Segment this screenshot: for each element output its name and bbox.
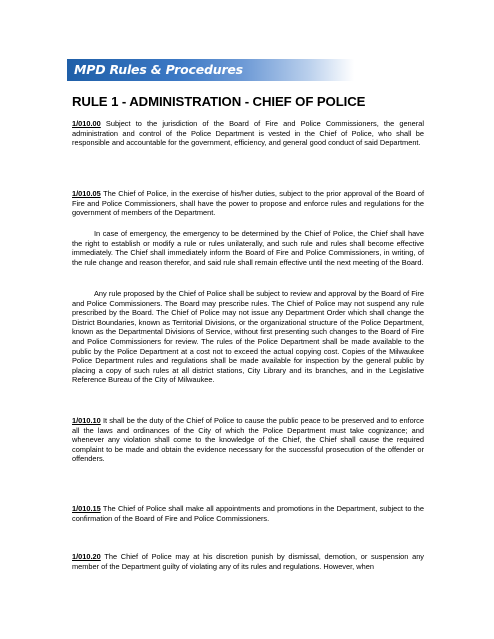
section-1-010-00	[72, 119, 424, 148]
section-number: 1/010.05	[72, 189, 101, 198]
section-number: 1/010.00	[72, 119, 101, 128]
paragraph-rule-review	[72, 289, 424, 385]
section-text: It shall be the duty of the Chief of Police to cause the public peace to be preserved and to enforce all the laws and ordinances of the City of which the Police Department must take cognizance; and whenever any violation shall come to the knowledge of the Chief, the Chief shall cause the required complaint to be made and obtain the evidence necessary for the successful prosecution of the offender or offenders.	[72, 416, 424, 464]
section-1-010-10	[72, 416, 424, 464]
header-banner	[67, 59, 354, 81]
section-text: The Chief of Police shall make all appointments and promotions in the Department, subject to the confirmation of the Board of Fire and Police Commissioners.	[72, 504, 424, 523]
paragraph-emergency	[72, 229, 424, 267]
paragraph-text: Any rule proposed by the Chief of Police shall be subject to review and approval by the Board of Fire and Police Commissioners. The Board may prescribe rules. The Chief of Police may not suspend any rule prescribed by the Board. The Chief of Police may not issue any Department Order which shall change the District Boundaries, known as Territorial Divisions, or the organizational structure of the Police Department, known as the Departmental Divisions of Service, without first presenting such changes to the Board of Fire and Police Commissioners for review. The rules of the Police Department shall be made available to the public by the Police Department at a cost not to exceed the actual copying cost. Copies of the Milwaukee Police Department rules and regulations shall be made available for inspection by the general public by placing a copy of such rules at all district stations, City Library and its branches, and in the Legislative Reference Bureau of the City of Milwaukee.	[72, 289, 424, 385]
banner-title: MPD Rules & Procedures	[74, 62, 243, 77]
section-text: Subject to the jurisdiction of the Board of Fire and Police Commissioners, the general administration and control of the Police Department is vested in the Chief of Police, who shall be responsible and accountable for the government, efficiency, and general good conduct of said Department.	[72, 119, 424, 148]
section-number: 1/010.10	[72, 416, 101, 425]
section-number: 1/010.20	[72, 552, 101, 561]
section-number: 1/010.15	[72, 504, 101, 513]
rule-title: RULE 1 - ADMINISTRATION - CHIEF OF POLICE	[72, 94, 366, 109]
section-1-010-05	[72, 189, 424, 218]
section-1-010-20	[72, 552, 424, 571]
section-text: The Chief of Police may at his discretion punish by dismissal, demotion, or suspension any member of the Department guilty of violating any of its rules and regulations. However, when	[72, 552, 424, 571]
paragraph-text: In case of emergency, the emergency to be determined by the Chief of Police, the Chief shall have the right to establish or modify a rule or rules unilaterally, and such rule and rules shall become effective immediately. The Chief shall immediately inform the Board of Fire and Police Commissioners, in writing, of the rule change and reason therefor, and said rule shall remain effective until the next meeting of the Board.	[72, 229, 424, 267]
section-1-010-15	[72, 504, 424, 523]
section-text: The Chief of Police, in the exercise of his/her duties, subject to the prior approval of the Board of Fire and Police Commissioners, shall have the power to propose and enforce rules and regulations for the government of members of the Department.	[72, 189, 424, 218]
